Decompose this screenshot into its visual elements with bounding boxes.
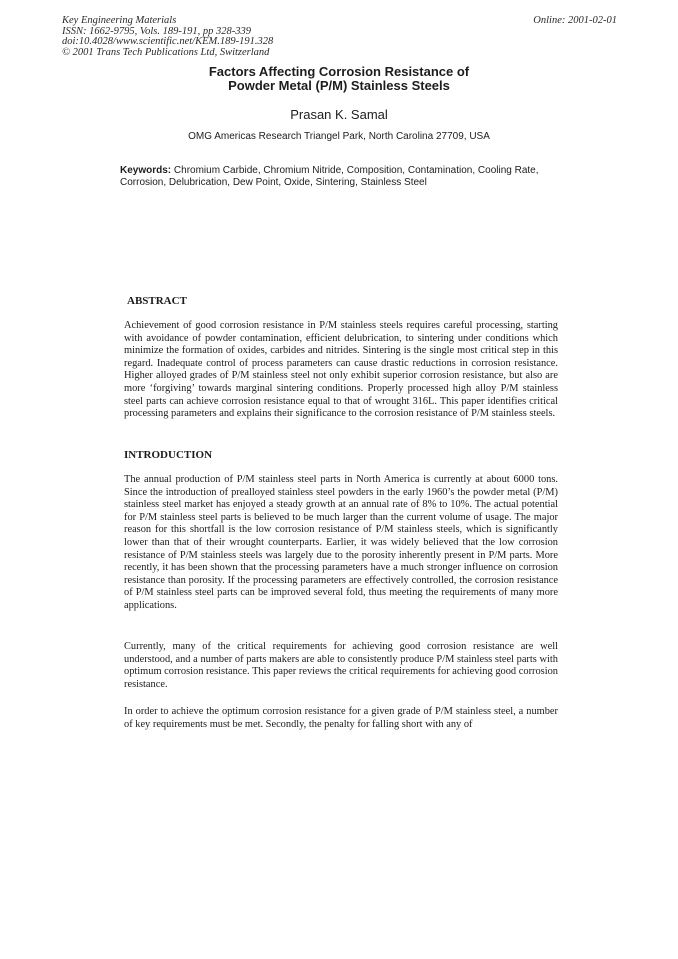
introduction-heading: INTRODUCTION bbox=[124, 449, 213, 461]
journal-name: Key Engineering Materials bbox=[62, 15, 177, 26]
introduction-paragraph-1: The annual production of P/M stainless steel parts in North America is currently at about 6000 tons. Since the introduction of prealloyed stainless steel powders in the early 1960’s the powder metal (P/M) stainless steel market has enjoyed a steady growth at an annual rate of 8% to 10%. The actual potential for P/M stainless steel parts is believed to be much larger than the current volume of usage. The major reason for this shortfall is the low corrosion resistance of P/M stainless steels, which is significantly lower than that of their wrought counterparts. Earlier, it was widely believed that the low corrosion resistance of P/M stainless steels was largely due to the porosity inherently present in P/M parts. More recently, it has been shown that the processing parameters have a much stronger influence on corrosion resistance than porosity. If the processing parameters are effectively controlled, the corrosion resistance of P/M stainless steel parts can be improved several fold, thus meeting the requirements of many more applications. bbox=[124, 474, 558, 611]
author-name: Prasan K. Samal bbox=[290, 107, 388, 122]
keywords-label: Keywords: bbox=[120, 165, 172, 176]
author-affiliation: OMG Americas Research Triangel Park, North Carolina 27709, USA bbox=[188, 131, 490, 142]
doi-line: doi:10.4028/www.scientific.net/KEM.189-191.328 bbox=[62, 36, 274, 47]
introduction-paragraph-3: In order to achieve the optimum corrosion resistance for a given grade of P/M stainless steel, a number of key requirements must be met. Secondly, the penalty for falling short with any of bbox=[124, 706, 558, 730]
keywords-block bbox=[120, 165, 550, 189]
online-date: Online: 2001-02-01 bbox=[533, 15, 617, 26]
paper-title-line-1: Factors Affecting Corrosion Resistance of bbox=[208, 64, 470, 79]
keywords-text: Chromium Carbide, Chromium Nitride, Composition, Contamination, Cooling Rate, Corrosion, Delubrication, Dew Point, Oxide, Sintering, Stainless Steel bbox=[120, 165, 539, 188]
abstract-text: Achievement of good corrosion resistance in P/M stainless steels requires careful processing, starting with avoidance of powder contamination, efficient delubrication, to sintering under conditions which minimize the formation of oxides, carbides and nitrides. Sintering is the single most critical step in this regard. Inadequate control of process parameters can cause drastic reductions in corrosion resistance. Higher alloyed grades of P/M stainless steel not only exhibit superior corrosion resistance, but also are more ‘forgiving’ towards marginal sintering conditions. Properly processed high alloy P/M stainless steel parts can achieve corrosion resistance equal to that of wrought 316L. This paper identifies critical processing parameters and explains their significance to the corrosion resistance of P/M stainless steels. bbox=[124, 320, 558, 420]
abstract-heading: ABSTRACT bbox=[127, 295, 187, 307]
paper-title-line-2: Powder Metal (P/M) Stainless Steels bbox=[228, 78, 450, 93]
copyright-line: © 2001 Trans Tech Publications Ltd, Switzerland bbox=[62, 46, 270, 58]
issn-line: ISSN: 1662-9795, Vols. 189-191, pp 328-339 bbox=[62, 25, 251, 37]
introduction-paragraph-2: Currently, many of the critical requirements for achieving good corrosion resistance are well understood, and a number of parts makers are able to consistently produce P/M stainless steel parts with optimum corrosion resistance. This paper reviews the critical requirements for achieving good corrosion resistance. bbox=[124, 641, 558, 690]
